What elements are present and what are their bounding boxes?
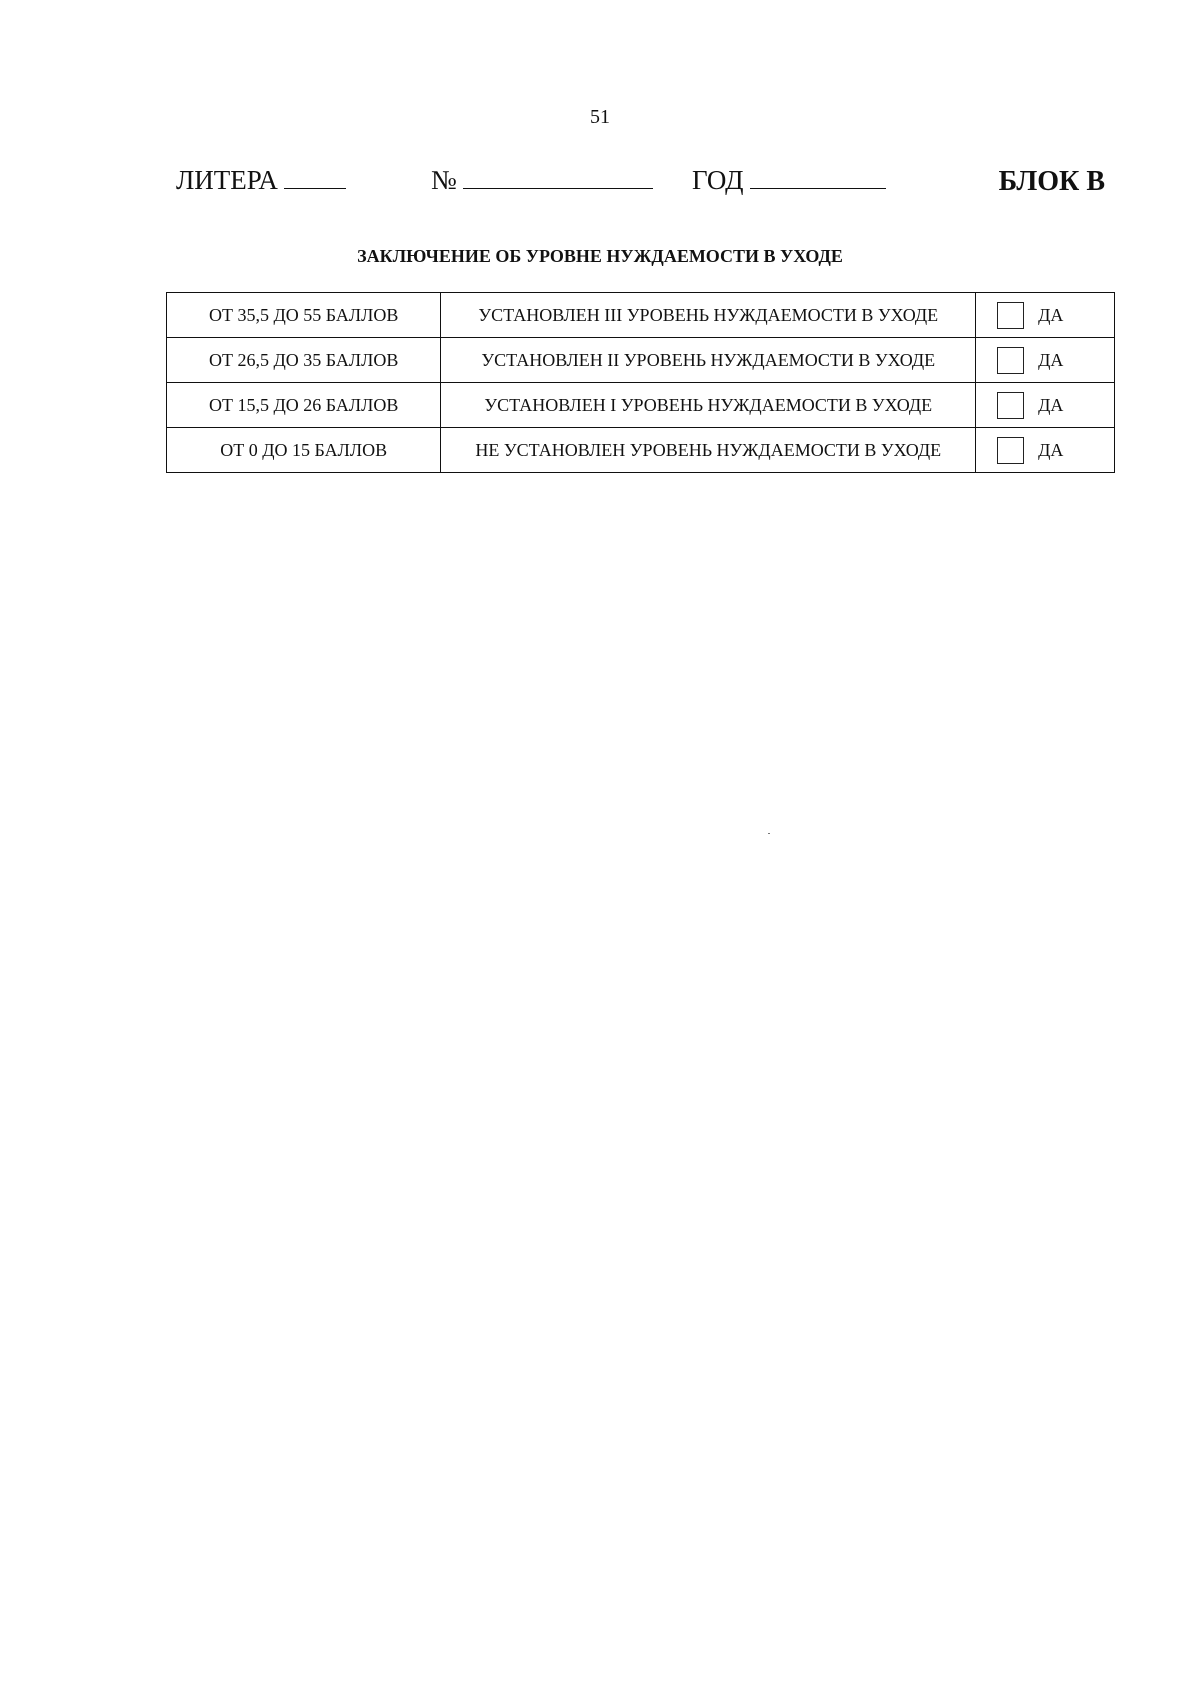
block-label: БЛОК В xyxy=(998,166,1105,197)
table-row xyxy=(167,428,1115,473)
table-row xyxy=(167,338,1115,383)
level-description-cell: УСТАНОВЛЕН III УРОВЕНЬ НУЖДАЕМОСТИ В УХОДЕ xyxy=(441,293,976,338)
level-description-cell: УСТАНОВЛЕН II УРОВЕНЬ НУЖДАЕМОСТИ В УХОДЕ xyxy=(441,338,976,383)
litera-field xyxy=(176,164,346,196)
yes-checkbox[interactable] xyxy=(997,302,1024,329)
score-range-cell: ОТ 26,5 ДО 35 БАЛЛОВ xyxy=(167,338,441,383)
scan-speck xyxy=(768,833,770,834)
level-description-cell: УСТАНОВЛЕН I УРОВЕНЬ НУЖДАЕМОСТИ В УХОДЕ xyxy=(441,383,976,428)
litera-label: ЛИТЕРА xyxy=(176,165,278,195)
number-input-line[interactable] xyxy=(463,164,653,189)
yes-checkbox[interactable] xyxy=(997,347,1024,374)
table-row xyxy=(167,293,1115,338)
yes-label: ДА xyxy=(1038,349,1064,370)
year-input-line[interactable] xyxy=(750,164,886,189)
year-label: ГОД xyxy=(692,165,744,195)
care-level-table xyxy=(166,292,1115,473)
yes-label: ДА xyxy=(1038,304,1064,325)
page-number: 51 xyxy=(590,106,610,128)
checkbox-cell xyxy=(976,338,1115,383)
number-field xyxy=(431,164,653,196)
table-row xyxy=(167,383,1115,428)
level-description-cell: НЕ УСТАНОВЛЕН УРОВЕНЬ НУЖДАЕМОСТИ В УХОДЕ xyxy=(441,428,976,473)
score-range-cell: ОТ 0 ДО 15 БАЛЛОВ xyxy=(167,428,441,473)
year-field xyxy=(692,164,886,196)
number-label: № xyxy=(431,165,457,195)
yes-checkbox[interactable] xyxy=(997,437,1024,464)
section-title: ЗАКЛЮЧЕНИЕ ОБ УРОВНЕ НУЖДАЕМОСТИ В УХОДЕ xyxy=(357,246,843,266)
score-range-cell: ОТ 15,5 ДО 26 БАЛЛОВ xyxy=(167,383,441,428)
yes-label: ДА xyxy=(1038,439,1064,460)
score-range-cell: ОТ 35,5 ДО 55 БАЛЛОВ xyxy=(167,293,441,338)
checkbox-cell xyxy=(976,428,1115,473)
yes-checkbox[interactable] xyxy=(997,392,1024,419)
form-header xyxy=(165,164,1105,204)
yes-label: ДА xyxy=(1038,394,1064,415)
checkbox-cell xyxy=(976,383,1115,428)
checkbox-cell xyxy=(976,293,1115,338)
litera-input-line[interactable] xyxy=(284,164,346,189)
